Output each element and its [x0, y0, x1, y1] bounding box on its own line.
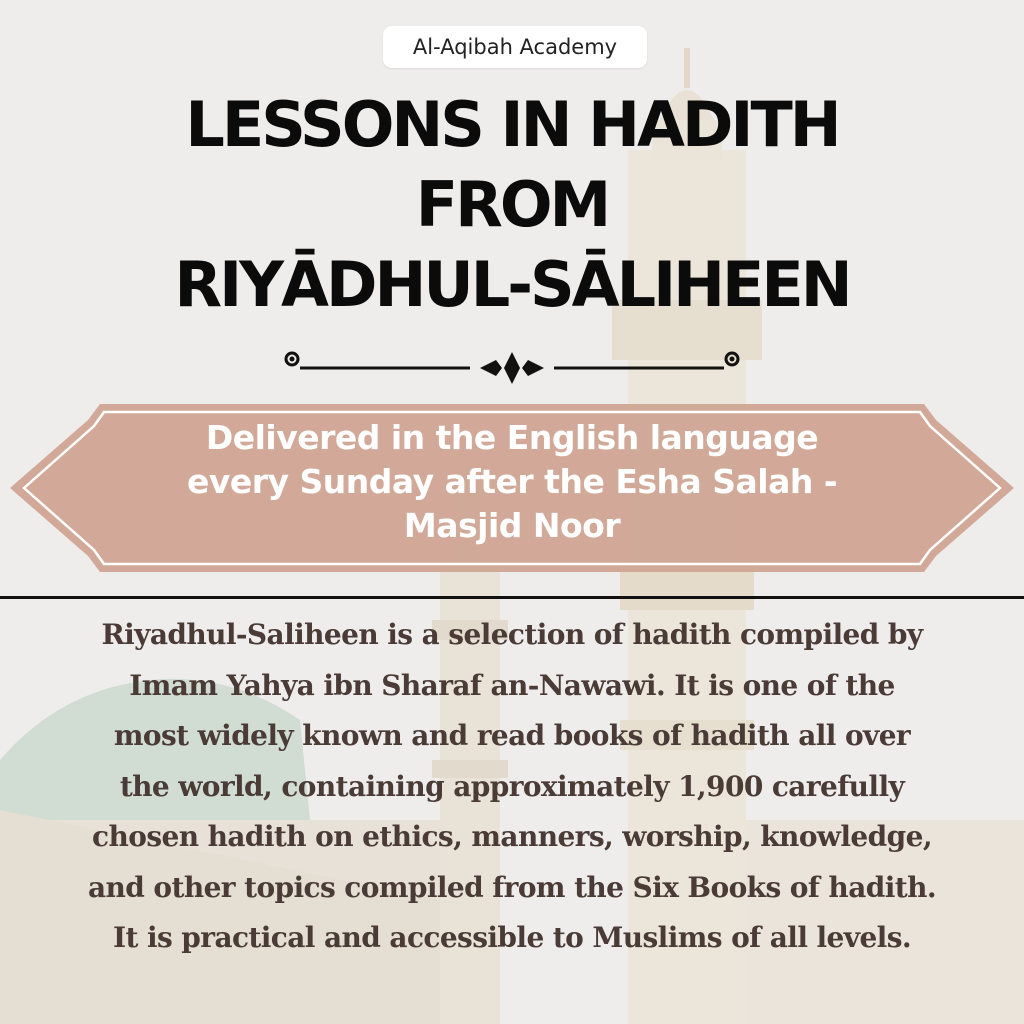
section-divider	[0, 596, 1024, 599]
banner-line-2: every Sunday after the Esha Salah -	[186, 462, 838, 501]
description	[30, 610, 994, 964]
ornamental-divider-icon	[270, 342, 754, 398]
banner-line-1: Delivered in the English language	[205, 418, 819, 457]
description-line: and other topics compiled from the Six Books of hadith.	[88, 870, 936, 904]
description-line: Imam Yahya ibn Sharaf an-Nawawi. It is one of the	[129, 668, 895, 702]
banner-line-3: Masjid Noor	[403, 506, 621, 545]
title-line-3: RIYĀDHUL-SĀLIHEEN	[174, 248, 850, 321]
description-line: chosen hadith on ethics, manners, worship, knowledge,	[92, 820, 932, 853]
academy-badge: Al-Aqibah Academy	[383, 26, 647, 68]
title-line-2: FROM	[415, 168, 609, 241]
title-line-1: LESSONS IN HADITH	[185, 88, 839, 161]
description-line: the world, containing approximately 1,900 carefully	[119, 769, 905, 803]
schedule-banner	[120, 416, 904, 548]
description-line: It is practical and accessible to Muslims of all levels.	[112, 921, 912, 954]
description-line: most widely known and read books of hadith all over	[113, 719, 911, 752]
description-line: Riyadhul-Saliheen is a selection of hadith compiled by	[101, 618, 923, 651]
